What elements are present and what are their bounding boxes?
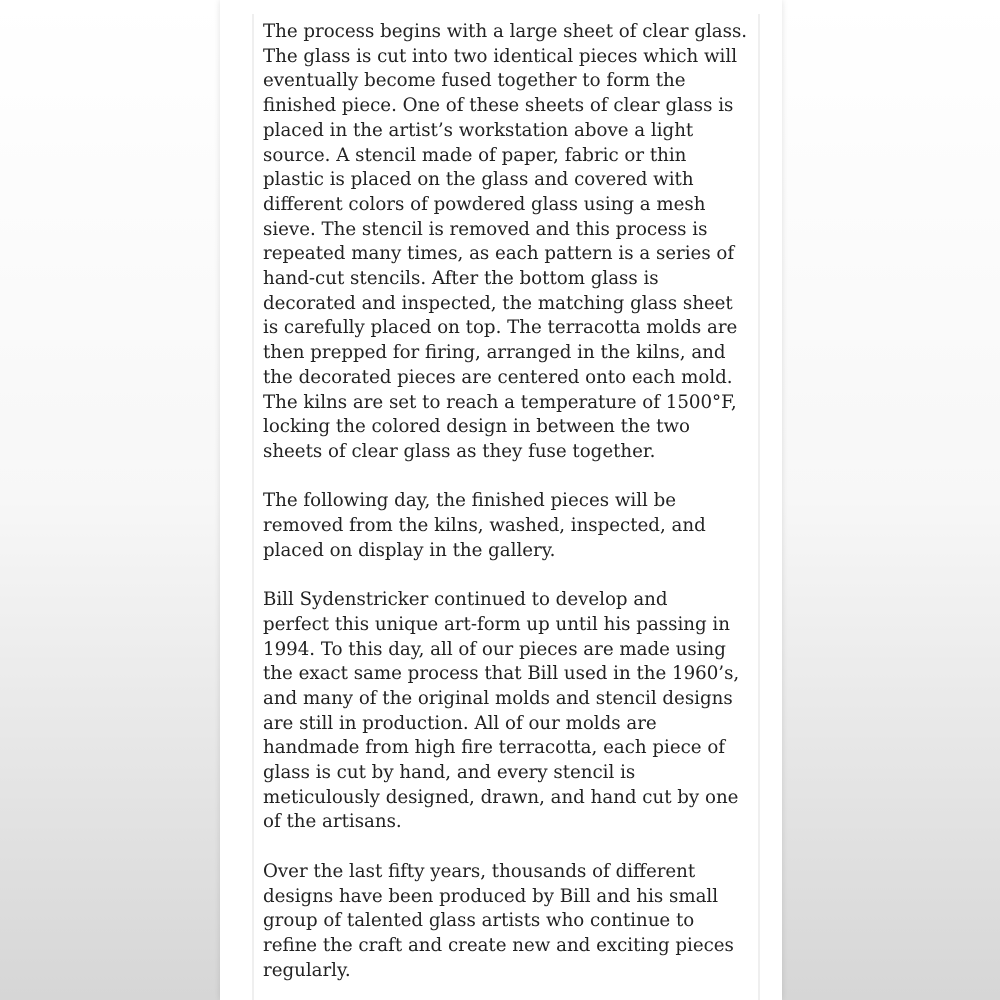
paragraph-glass-process: The process begins with a large sheet of clear glass. The glass is cut into two identical pieces which will eventually become fused together to form the finished piece. One of these sheets of clear glass is placed in the artist’s workstation above a light source. A stencil made of paper, fabric or thin plastic is placed on the glass and covered with different colors of powdered glass using a mesh sieve. The stencil is removed and this process is repeated many times, as each pattern is a series of hand-cut stencils. After the bottom glass is decorated and inspected, the matching glass sheet is carefully placed on top. The terracotta molds are then prepped for firing, arranged in the kilns, and the decorated pieces are centered onto each mold. The kilns are set to reach a temperature of 1500°F, locking the colored design in between the two sheets of clear glass as they fuse together.	[263, 21, 748, 462]
content-column	[252, 14, 760, 1000]
article-body	[263, 20, 757, 1000]
page-frame	[220, 0, 782, 1000]
paragraph-fifty-years: Over the last fifty years, thousands of different designs have been produced by Bill and his small group of talented glass artists who continue to refine the craft and create new and exciting pieces regularly.	[263, 860, 734, 981]
paragraph-bill-sydenstricker: Bill Sydenstricker continued to develop and perfect this unique art-form up until his passing in 1994. To this day, all of our pieces are made using the exact same process that Bill used in the 1960’s, and many of the original molds and stencil designs are still in production. All of our molds are handmade from high fire terracotta, each piece of glass is cut by hand, and every stencil is meticulously designed, drawn, and hand cut by one of the artisans.	[263, 589, 740, 833]
paragraph-following-day: The following day, the finished pieces will be removed from the kilns, washed, inspected, and placed on display in the gallery.	[263, 490, 706, 561]
